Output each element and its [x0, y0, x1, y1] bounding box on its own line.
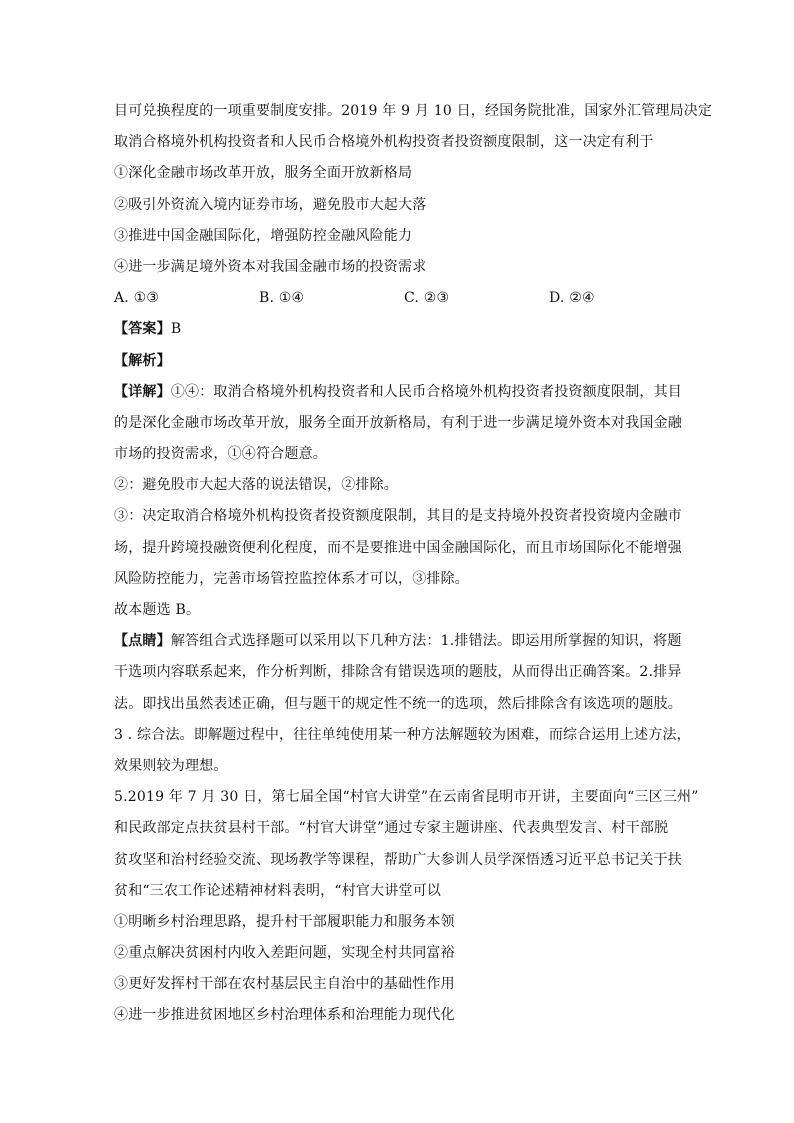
- q4-options: [114, 283, 694, 314]
- q4-tip-line-4: 3 . 综合法。即解题过程中，往往单纯使用某一种方法解题较为困难，而综合运用上述方法，: [114, 726, 691, 743]
- tip-text: 解答组合式选择题可以采用以下几种方法：1.排错法。即运用所掌握的知识，将题: [170, 633, 682, 650]
- q4-detail-line-4: ②：避免股市大起大落的说法错误，②排除。: [114, 477, 398, 494]
- q4-answer: [114, 314, 694, 345]
- analysis-tag: 【解析】: [114, 352, 171, 369]
- q4-tip-line-5: 效果则较为理想。: [114, 757, 228, 774]
- q4-stem-line-1: 目可兑换程度的一项重要制度安排。2019 年 9 月 10 日，经国务院批准，国家外汇管理局决定: [114, 103, 713, 119]
- q5-stem-line-3: 贫攻坚和治村经验交流、现场教学等课程，帮助广大参训人员学深悟透习近平总书记关于扶: [114, 851, 682, 868]
- answer-tag: 【答案】: [114, 321, 171, 338]
- q4-option-a: A. ①③: [114, 290, 160, 307]
- q4-detail-line-6: 场，提升跨境投融资便利化程度，而不是要推进中国金融国际化，而且市场国际化不能增强: [114, 539, 682, 556]
- q4-detail-line-2: 的是深化金融市场改革开放，服务全面开放新格局，有利于进一步满足境外资本对我国金融: [114, 414, 682, 431]
- q5-item-3: ③更好发挥村干部在农村基层民主自治中的基础性作用: [114, 976, 455, 993]
- q4-item-1: ①深化金融市场改革开放，服务全面开放新格局: [114, 165, 413, 182]
- q4-item-4: ④进一步满足境外资本对我国金融市场的投资需求: [114, 258, 427, 275]
- q4-tip-line-1: [114, 626, 694, 657]
- q4-stem-line-2: 取消合格境外机构投资者和人民币合格境外机构投资者投资额度限制，这一决定有利于: [114, 134, 654, 151]
- document-page: [114, 96, 713, 1032]
- q4-option-b: B. ①④: [259, 290, 305, 307]
- q4-option-d: D. ②④: [549, 290, 595, 307]
- q4-detail-line-1: [114, 377, 694, 408]
- answer-value: B: [170, 321, 182, 338]
- q4-detail-line-5: ③：决定取消合格境外机构投资者投资额度限制，其目的是支持境外投资者投资境内金融市: [114, 508, 682, 525]
- q4-detail-line-3: 市场的投资需求，①④符合题意。: [114, 446, 327, 463]
- tip-tag: 【点睛】: [114, 633, 171, 650]
- q4-analysis: [114, 346, 694, 377]
- q5-stem-line-2: 和民政部定点扶贫县村干部。“村官大讲堂”通过专家主题讲座、代表典型发言、村干部脱: [114, 820, 669, 837]
- detail-tag: 【详解】: [114, 383, 171, 400]
- q4-tip-line-3: 法。即找出虽然表述正确，但与题干的规定性不统一的选项，然后排除含有该选项的题肢。: [114, 695, 682, 712]
- q4-detail-line-8: 故本题选 B。: [114, 602, 201, 618]
- detail-text: ①④：取消合格境外机构投资者和人民币合格境外机构投资者投资额度限制，其目: [170, 383, 683, 400]
- q4-detail-line-7: 风险防控能力，完善市场管控监控体系才可以，③排除。: [114, 570, 469, 587]
- q5-item-4: ④进一步推进贫困地区乡村治理体系和治理能力现代化: [114, 1007, 455, 1024]
- q5-item-2: ②重点解决贫困村内收入差距问题，实现全村共同富裕: [114, 945, 455, 962]
- q5-stem-line-4: 贫和“三农工作论述精神材料表明，“村官大讲堂可以: [114, 882, 442, 899]
- q4-tip-line-2: 干选项内容联系起来，作分析判断，排除含有错误选项的题肢，从而得出正确答案。2.排异: [114, 664, 682, 681]
- q4-item-2: ②吸引外资流入境内证券市场，避免股市大起大落: [114, 196, 427, 213]
- q4-option-c: C. ②③: [404, 290, 450, 307]
- q5-stem-line-1: 5.2019 年 7 月 30 日，第七届全国“村官大讲堂”在云南省昆明市开讲，主要面向“三区三州”: [114, 789, 699, 806]
- q4-item-3: ③推进中国金融国际化，增强防控金融风险能力: [114, 227, 413, 244]
- q5-item-1: ①明晰乡村治理思路，提升村干部履职能力和服务本领: [114, 913, 455, 930]
